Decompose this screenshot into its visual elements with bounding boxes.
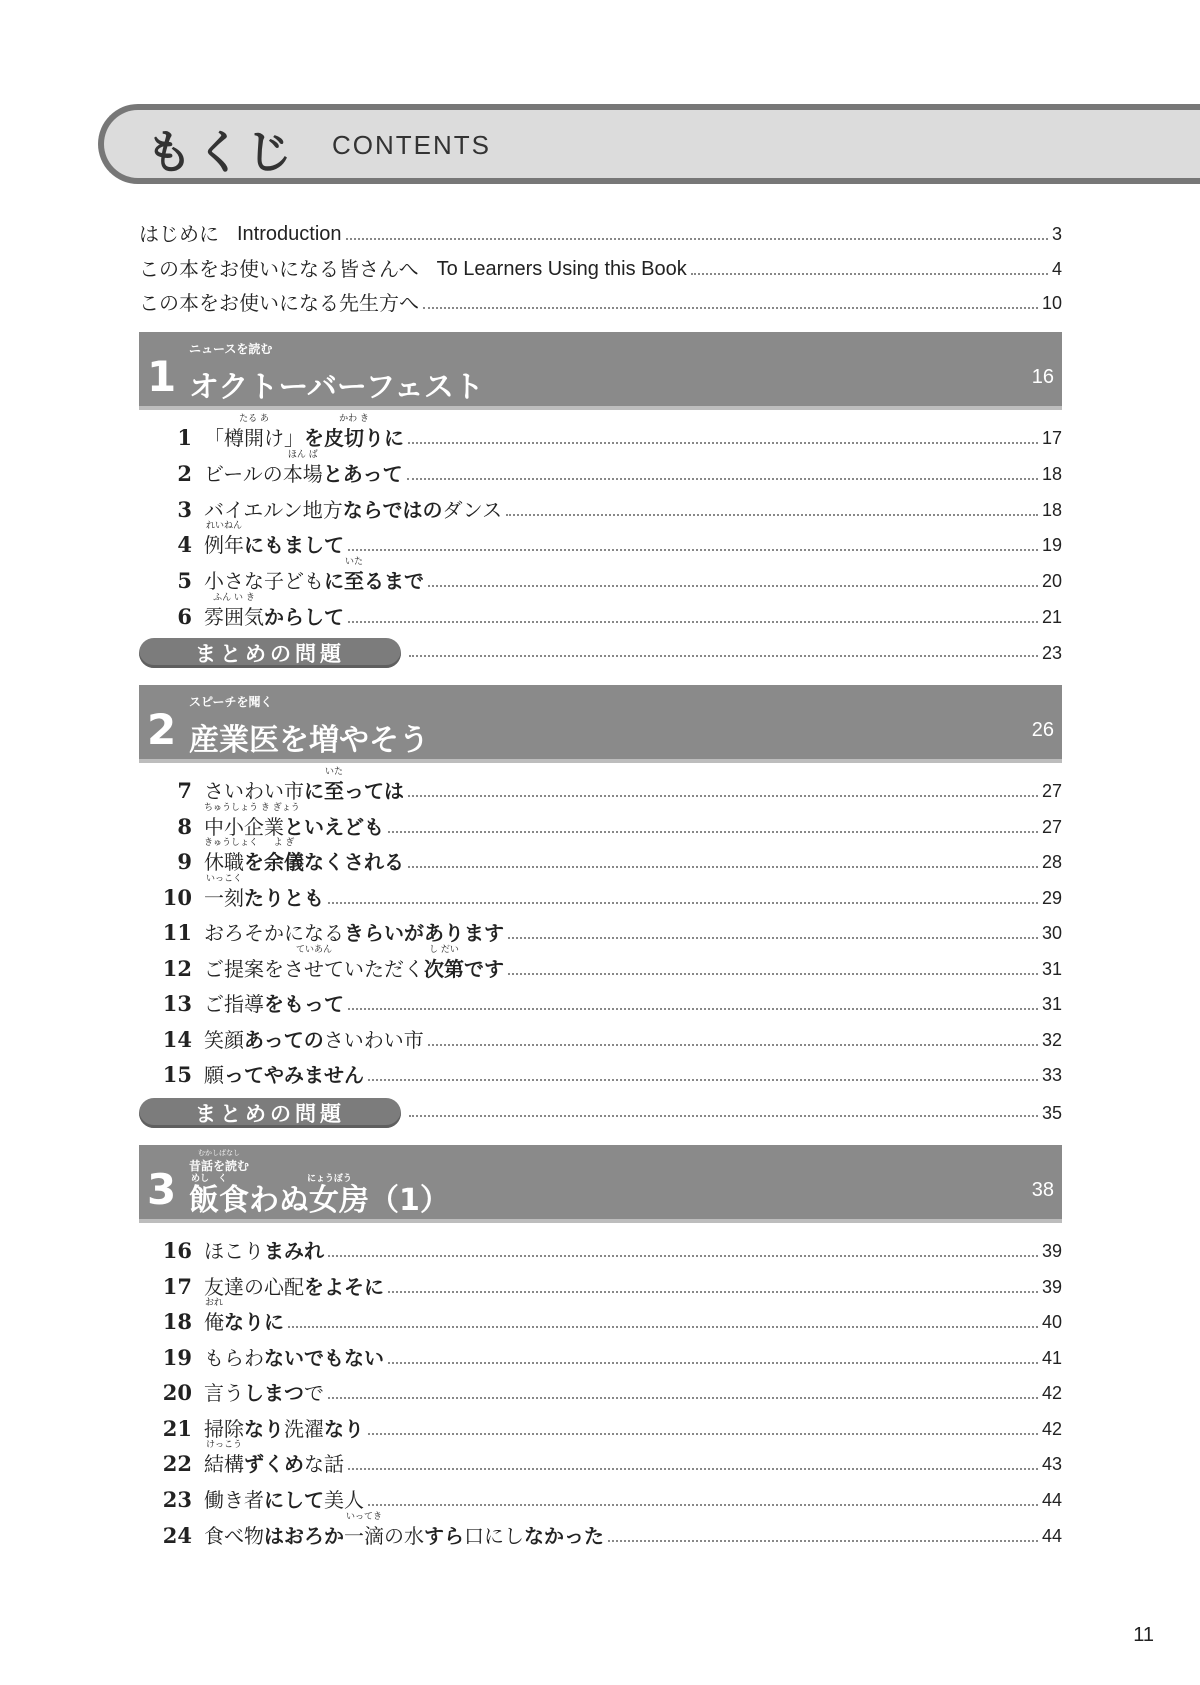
leader-dots (328, 1255, 1038, 1257)
toc-page: 4 (1051, 259, 1062, 279)
item-number: 20 (162, 1380, 192, 1405)
item-text: 願ってやみません (204, 1063, 364, 1087)
item-number: 4 (177, 532, 192, 557)
toc-page: 44 (1041, 1490, 1062, 1510)
toc-item-row[interactable] (152, 803, 1062, 839)
item-number: 5 (177, 568, 192, 593)
toc-item-row[interactable] (152, 874, 1062, 910)
item-number: 22 (162, 1451, 192, 1476)
section-label: むかしばなし 昔話を読む (189, 1149, 250, 1173)
item-text: もらわないでもない (204, 1346, 384, 1370)
leader-dots (608, 1540, 1038, 1542)
item-number: 24 (162, 1523, 192, 1548)
leader-dots (508, 973, 1038, 975)
toc-intro-jp: はじめに (139, 222, 219, 246)
item-number: 12 (162, 956, 192, 981)
toc-item-row[interactable] (152, 1512, 1062, 1548)
toc-item-row[interactable] (152, 838, 1062, 874)
leader-dots (288, 1326, 1038, 1328)
section-page: 38 (1031, 1179, 1054, 1201)
leader-dots (368, 1504, 1038, 1506)
toc-item-row[interactable] (152, 1440, 1062, 1476)
toc-page: 29 (1041, 888, 1062, 908)
toc-page: 39 (1041, 1241, 1062, 1261)
page-number: 11 (1133, 1624, 1154, 1646)
toc-item-row[interactable] (152, 945, 1062, 981)
toc-page: 18 (1041, 464, 1062, 484)
item-text: 小さな子どもに いた 至るまで (204, 557, 424, 593)
item-number: 11 (162, 920, 192, 945)
toc-intro-en: Introduction (237, 223, 342, 245)
toc-page: 44 (1041, 1526, 1062, 1546)
section-page: 26 (1031, 719, 1054, 741)
section-band-3[interactable] (139, 1145, 1062, 1219)
leader-dots (328, 902, 1038, 904)
leader-dots (368, 1433, 1038, 1435)
item-number: 6 (177, 604, 192, 629)
toc-item-row[interactable] (152, 1338, 1062, 1370)
item-number: 10 (162, 885, 192, 910)
toc-page: 43 (1041, 1454, 1062, 1474)
section-band-2[interactable] (139, 685, 1062, 759)
leader-dots (348, 549, 1038, 551)
leader-dots (428, 1044, 1038, 1046)
toc-item-row[interactable] (152, 984, 1062, 1016)
leader-dots (348, 1468, 1038, 1470)
item-number: 18 (162, 1309, 192, 1334)
toc-item-row[interactable] (152, 1409, 1062, 1441)
contents-header (98, 104, 1200, 184)
toc-page: 19 (1041, 535, 1062, 555)
toc-intro-row[interactable] (139, 283, 1062, 315)
toc-item-row[interactable] (152, 557, 1062, 593)
toc-item-row[interactable] (152, 1267, 1062, 1299)
toc-page: 31 (1041, 994, 1062, 1014)
toc-page: 42 (1041, 1383, 1062, 1403)
item-text: ふん い き 雰囲気からして (204, 593, 344, 629)
toc-item-row[interactable] (152, 1231, 1062, 1263)
item-number: 16 (162, 1238, 192, 1263)
toc-page: 35 (1041, 1102, 1062, 1123)
toc-intro-row[interactable] (139, 214, 1062, 246)
toc-item-row[interactable] (152, 450, 1062, 486)
toc-page: 20 (1041, 571, 1062, 591)
section-label: ニュースを読む (189, 342, 273, 356)
leader-dots (408, 866, 1038, 868)
section-band-1[interactable] (139, 332, 1062, 406)
toc-item-row[interactable] (152, 1020, 1062, 1052)
leader-dots (348, 621, 1038, 623)
toc-item-row[interactable] (152, 414, 1062, 450)
toc-item-row[interactable] (152, 1055, 1062, 1087)
item-text: たる あ 「樽開け」を かわ き 皮切りに (204, 414, 404, 450)
toc-page: 28 (1041, 852, 1062, 872)
leader-dots (368, 1079, 1038, 1081)
toc-page: 41 (1041, 1348, 1062, 1368)
leader-dots (348, 1008, 1038, 1010)
toc-page: 17 (1041, 428, 1062, 448)
section-label: スピーチを聞く (189, 695, 273, 709)
item-number: 13 (162, 991, 192, 1016)
leader-dots (506, 514, 1038, 516)
section-number: 1 (147, 352, 177, 401)
section-title: 産業医を増やそう (189, 723, 429, 758)
leader-dots (328, 1397, 1038, 1399)
toc-page: 42 (1041, 1419, 1062, 1439)
summary-pill: まとめの問題 (139, 638, 401, 668)
item-text: さいわい市に いた 至っては (204, 767, 404, 803)
item-text: 笑顔あってのさいわい市 (204, 1028, 424, 1052)
item-text: けっこう 結構ずくめな話 (204, 1440, 344, 1476)
item-text: 掃除なり洗濯なり (204, 1417, 364, 1441)
summary-pill: まとめの問題 (139, 1098, 401, 1128)
toc-item-row[interactable] (152, 1373, 1062, 1405)
leader-dots (388, 1291, 1038, 1293)
summary-row-2[interactable] (139, 1098, 1062, 1128)
leader-dots (409, 1115, 1038, 1117)
item-text: ほこりまみれ (204, 1239, 324, 1263)
toc-item-row[interactable] (152, 1480, 1062, 1512)
toc-intro-row[interactable] (139, 249, 1062, 281)
item-text: いっこく 一刻たりとも (204, 874, 324, 910)
item-number: 21 (162, 1416, 192, 1441)
item-text: ちゅうしょう き ぎょう 中小企業といえども (204, 803, 384, 839)
item-number: 23 (162, 1487, 192, 1512)
leader-dots (408, 795, 1038, 797)
toc-page: 10 (1041, 293, 1062, 313)
item-text: ていあん ご提案をさせていただく し だい 次第です (204, 945, 504, 981)
item-number: 2 (177, 461, 192, 486)
leader-dots (423, 307, 1038, 309)
item-text: 食べ物はおろか いってき 一滴の水すら口にしなかった (204, 1512, 604, 1548)
section-title: 飯食わぬ女房（1） (189, 1183, 450, 1218)
leader-dots (408, 442, 1038, 444)
header-title: もくじ (146, 125, 296, 179)
leader-dots (346, 238, 1048, 240)
toc-page: 31 (1041, 959, 1062, 979)
toc-page: 21 (1041, 607, 1062, 627)
section-title-ruby: にょうぼう (307, 1174, 352, 1184)
toc-page: 27 (1041, 817, 1062, 837)
section-title-ruby: めし く (191, 1174, 228, 1184)
toc-page: 39 (1041, 1277, 1062, 1297)
item-number: 9 (177, 849, 192, 874)
leader-dots (407, 478, 1038, 480)
toc-intro-jp: この本をお使いになる先生方へ (139, 291, 419, 315)
item-text: れいねん 例年にもまして (204, 521, 344, 557)
toc-page: 32 (1041, 1030, 1062, 1050)
toc-page: 18 (1041, 500, 1062, 520)
leader-dots (409, 655, 1038, 657)
item-text: ご指導をもって (204, 992, 344, 1016)
item-number: 14 (162, 1027, 192, 1052)
item-text: 働き者にして美人 (204, 1488, 364, 1512)
item-number: 8 (177, 814, 192, 839)
toc-item-row[interactable] (152, 1298, 1062, 1334)
section-number: 2 (147, 705, 177, 754)
toc-page: 27 (1041, 781, 1062, 801)
item-text: バイエルン地方ならではのダンス (204, 498, 503, 522)
toc-page: 3 (1051, 224, 1062, 244)
toc-intro-en: To Learners Using this Book (436, 258, 687, 280)
item-text: おろそかになるきらいがあります (204, 921, 504, 945)
item-number: 15 (162, 1062, 192, 1087)
toc-intro-jp: この本をお使いになる皆さんへ (139, 257, 419, 281)
toc-item-row[interactable] (152, 593, 1062, 629)
leader-dots (388, 1362, 1038, 1364)
item-text: おれ 俺なりに (204, 1298, 284, 1334)
toc-item-row[interactable] (152, 913, 1062, 945)
item-number: 1 (177, 425, 192, 450)
toc-page: 23 (1041, 642, 1062, 663)
leader-dots (388, 831, 1038, 833)
item-text: きゅうしょく 休職を よ ぎ 余儀なくされる (204, 838, 404, 874)
item-number: 7 (177, 778, 192, 803)
leader-dots (508, 937, 1038, 939)
toc-item-row[interactable] (152, 521, 1062, 557)
item-text: 言うしまつで (204, 1381, 324, 1405)
toc-page: 33 (1041, 1065, 1062, 1085)
item-number: 17 (162, 1274, 192, 1299)
item-number: 3 (177, 497, 192, 522)
item-text: 友達の心配をよそに (204, 1275, 384, 1299)
toc-page: 30 (1041, 923, 1062, 943)
toc-page: 40 (1041, 1312, 1062, 1332)
section-number: 3 (147, 1165, 177, 1214)
leader-dots (691, 273, 1048, 275)
item-text: ビールの ほん ば 本場とあって (204, 450, 403, 486)
header-subtitle: CONTENTS (332, 130, 491, 160)
toc-item-row[interactable] (152, 767, 1062, 803)
section-page: 16 (1031, 366, 1054, 388)
item-number: 19 (162, 1345, 192, 1370)
summary-row-1[interactable] (139, 638, 1062, 668)
section-title: オクトーバーフェスト (189, 370, 484, 405)
toc-item-row[interactable] (152, 490, 1062, 522)
leader-dots (428, 585, 1038, 587)
